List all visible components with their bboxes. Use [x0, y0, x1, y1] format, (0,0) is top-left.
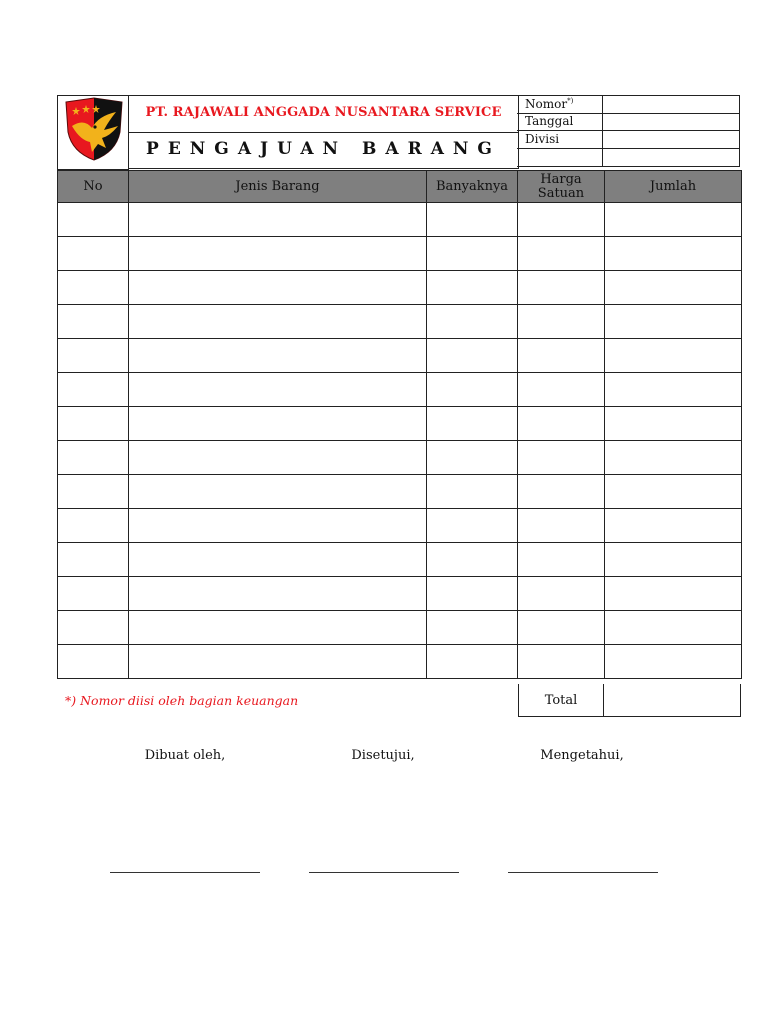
- items-table: [57, 170, 742, 679]
- table-cell[interactable]: [427, 339, 518, 373]
- table-cell[interactable]: [129, 441, 427, 475]
- table-cell[interactable]: [518, 339, 605, 373]
- meta-value-divisi[interactable]: [603, 131, 739, 148]
- table-row: [58, 441, 742, 475]
- meta-row-divisi: [517, 131, 740, 149]
- table-cell[interactable]: [605, 237, 742, 271]
- signature-label-disetujui: Disetujui,: [351, 748, 415, 763]
- table-cell[interactable]: [129, 271, 427, 305]
- table-row: [58, 577, 742, 611]
- table-cell[interactable]: [427, 441, 518, 475]
- column-header-banyaknya: Banyaknya: [427, 171, 518, 203]
- table-cell[interactable]: [58, 543, 129, 577]
- table-row: [58, 271, 742, 305]
- table-cell[interactable]: [129, 203, 427, 237]
- table-cell[interactable]: [427, 237, 518, 271]
- signature-line-dibuat[interactable]: [110, 872, 260, 873]
- meta-value-extra[interactable]: [603, 149, 739, 166]
- table-cell[interactable]: [605, 339, 742, 373]
- total-value-cell[interactable]: [604, 684, 741, 717]
- table-cell[interactable]: [518, 407, 605, 441]
- column-header-no: No: [58, 171, 129, 203]
- table-row: [58, 339, 742, 373]
- meta-row-nomor: [517, 95, 740, 114]
- table-cell[interactable]: [518, 577, 605, 611]
- table-cell[interactable]: [605, 611, 742, 645]
- table-header-row: [58, 171, 742, 203]
- table-cell[interactable]: [518, 271, 605, 305]
- table-cell[interactable]: [518, 203, 605, 237]
- table-cell[interactable]: [605, 509, 742, 543]
- table-cell[interactable]: [427, 509, 518, 543]
- table-cell[interactable]: [58, 305, 129, 339]
- table-cell[interactable]: [518, 611, 605, 645]
- meta-label-divisi: Divisi: [517, 131, 603, 148]
- table-cell[interactable]: [58, 441, 129, 475]
- company-name-cell: [128, 95, 519, 133]
- table-cell[interactable]: [605, 441, 742, 475]
- table-cell[interactable]: [58, 509, 129, 543]
- table-cell[interactable]: [129, 645, 427, 679]
- table-cell[interactable]: [427, 577, 518, 611]
- table-row: [58, 373, 742, 407]
- meta-value-nomor[interactable]: [603, 96, 739, 113]
- table-cell[interactable]: [58, 271, 129, 305]
- table-row: [58, 645, 742, 679]
- table-cell[interactable]: [518, 509, 605, 543]
- table-cell[interactable]: [427, 611, 518, 645]
- column-header-harga-satuan: Harga Satuan: [518, 171, 605, 203]
- table-cell[interactable]: [427, 271, 518, 305]
- table-cell[interactable]: [427, 407, 518, 441]
- table-cell[interactable]: [129, 305, 427, 339]
- meta-label-nomor: Nomor*): [517, 96, 603, 113]
- signature-line-disetujui[interactable]: [309, 872, 459, 873]
- table-cell[interactable]: [58, 203, 129, 237]
- table-cell[interactable]: [605, 543, 742, 577]
- document-title: PENGAJUAN BARANG: [146, 139, 501, 159]
- meta-row-extra: [517, 149, 740, 167]
- table-cell[interactable]: [58, 611, 129, 645]
- table-cell[interactable]: [427, 373, 518, 407]
- table-cell[interactable]: [58, 373, 129, 407]
- table-cell[interactable]: [518, 305, 605, 339]
- table-cell[interactable]: [58, 475, 129, 509]
- meta-row-tanggal: [517, 113, 740, 131]
- table-row: [58, 543, 742, 577]
- table-cell[interactable]: [605, 305, 742, 339]
- table-cell[interactable]: [129, 543, 427, 577]
- table-cell[interactable]: [58, 645, 129, 679]
- table-cell[interactable]: [58, 577, 129, 611]
- signature-line-mengetahui[interactable]: [508, 872, 658, 873]
- table-cell[interactable]: [129, 339, 427, 373]
- table-cell[interactable]: [605, 203, 742, 237]
- table-row: [58, 475, 742, 509]
- signature-label-mengetahui: Mengetahui,: [540, 748, 624, 763]
- table-cell[interactable]: [518, 237, 605, 271]
- table-row: [58, 203, 742, 237]
- table-cell[interactable]: [518, 441, 605, 475]
- meta-value-tanggal[interactable]: [603, 113, 739, 130]
- table-cell[interactable]: [427, 203, 518, 237]
- meta-superscript: *): [567, 97, 574, 105]
- column-header-jumlah: Jumlah: [605, 171, 742, 203]
- company-name: PT. RAJAWALI ANGGADA NUSANTARA SERVICE: [145, 105, 502, 120]
- table-row: [58, 509, 742, 543]
- table-cell[interactable]: [129, 475, 427, 509]
- table-cell[interactable]: [605, 475, 742, 509]
- table-cell[interactable]: [605, 271, 742, 305]
- table-cell[interactable]: [427, 645, 518, 679]
- table-cell[interactable]: [129, 509, 427, 543]
- table-cell[interactable]: [129, 611, 427, 645]
- table-cell[interactable]: [518, 373, 605, 407]
- table-row: [58, 237, 742, 271]
- signature-label-dibuat: Dibuat oleh,: [144, 748, 226, 763]
- table-cell[interactable]: [518, 475, 605, 509]
- table-cell[interactable]: [129, 577, 427, 611]
- table-row: [58, 611, 742, 645]
- table-cell[interactable]: [129, 373, 427, 407]
- title-cell: [128, 131, 519, 169]
- total-label: Total: [518, 684, 604, 717]
- logo-cell: [57, 95, 129, 170]
- table-cell[interactable]: [129, 407, 427, 441]
- table-cell[interactable]: [427, 543, 518, 577]
- table-cell[interactable]: [605, 645, 742, 679]
- table-cell[interactable]: [427, 305, 518, 339]
- table-cell[interactable]: [605, 373, 742, 407]
- table-cell[interactable]: [58, 407, 129, 441]
- table-row: [58, 407, 742, 441]
- eagle-shield-logo-icon: [62, 96, 126, 162]
- meta-label-tanggal: Tanggal: [517, 113, 603, 130]
- table-cell[interactable]: [58, 237, 129, 271]
- meta-label-extra: [517, 149, 603, 166]
- table-cell[interactable]: [518, 645, 605, 679]
- footnote: *) Nomor diisi oleh bagian keuangan: [65, 693, 299, 708]
- table-cell[interactable]: [518, 543, 605, 577]
- table-cell[interactable]: [129, 237, 427, 271]
- table-cell[interactable]: [427, 475, 518, 509]
- table-cell[interactable]: [605, 577, 742, 611]
- table-cell[interactable]: [58, 339, 129, 373]
- form-header: [57, 95, 741, 170]
- column-header-jenis-barang: Jenis Barang: [129, 171, 427, 203]
- table-row: [58, 305, 742, 339]
- table-cell[interactable]: [605, 407, 742, 441]
